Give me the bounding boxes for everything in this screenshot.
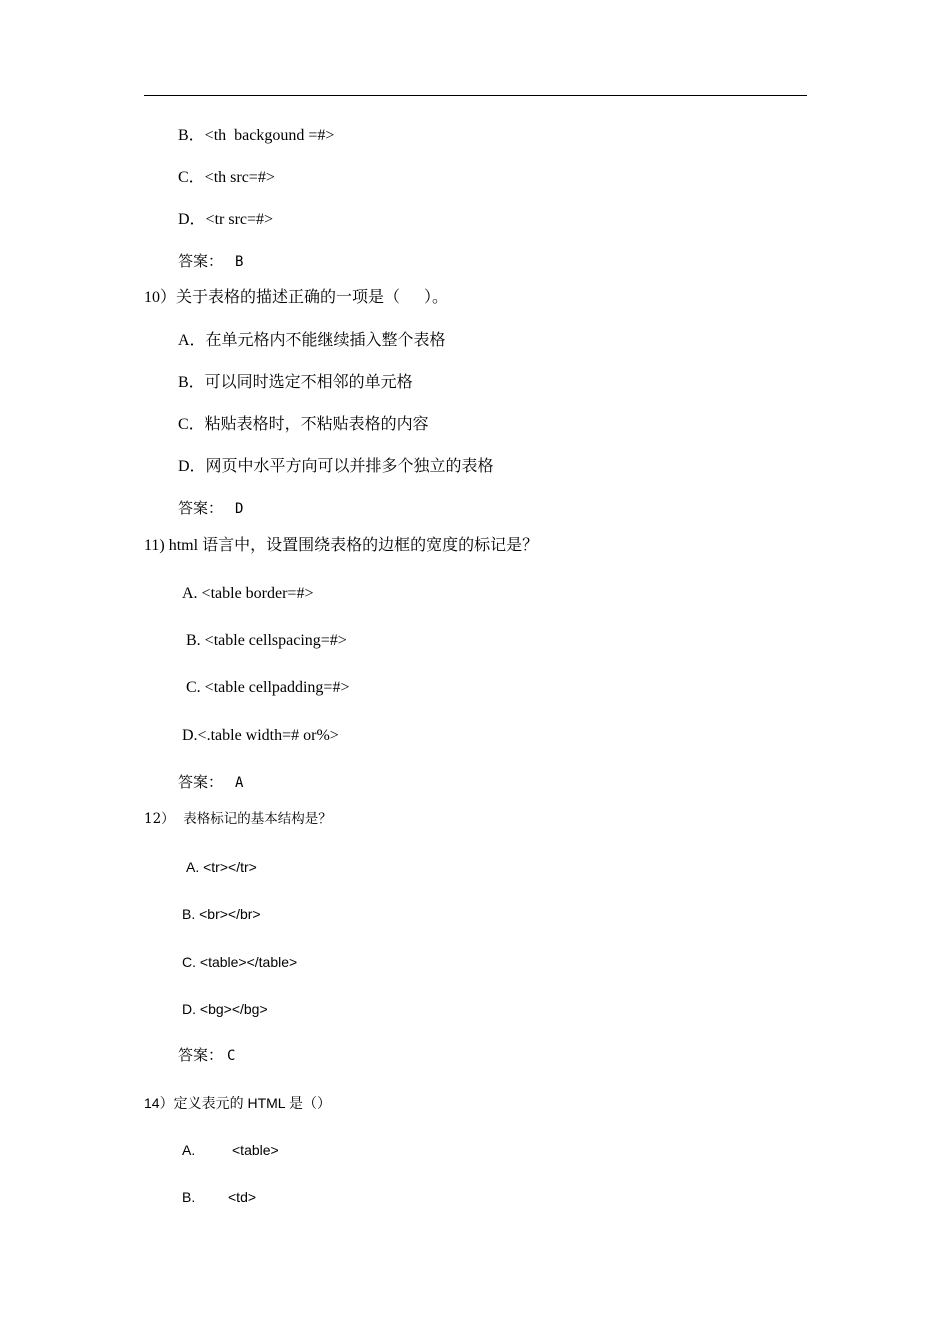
q9-option-c: C．<th src=#>	[178, 169, 275, 186]
answer-value: C	[227, 1048, 236, 1064]
q14-option-a-letter: A.	[182, 1142, 196, 1158]
q14-option-b-code: <td>	[228, 1189, 257, 1205]
q14-option-a-code: <table>	[232, 1142, 279, 1158]
q14-question: 14）定义表元的 HTML 是（）	[144, 1095, 331, 1111]
q12-option-b: B. <br></br>	[182, 906, 261, 922]
q11-option-a: A. <table border=#>	[182, 585, 314, 602]
q11-option-d: D.<.table width=# or%>	[182, 727, 339, 744]
q9-option-d: D．<tr src=#>	[178, 211, 274, 228]
q11-option-c: C. <table cellpadding=#>	[186, 679, 350, 696]
q10-option-b: B．可以同时选定不相邻的单元格	[178, 374, 413, 391]
q9-answer	[178, 254, 243, 269]
answer-value: D	[235, 501, 244, 517]
q14-option-b-letter: B.	[182, 1189, 196, 1205]
q11-option-b: B. <table cellspacing=#>	[186, 632, 347, 649]
q10-question: 10）关于表格的描述正确的一项是（ ）。	[144, 289, 449, 306]
q12-option-d: D. <bg></bg>	[182, 1001, 268, 1017]
header-rule	[144, 95, 807, 96]
q10-option-d: D．网页中水平方向可以并排多个独立的表格	[178, 458, 494, 475]
answer-label: 答案：	[178, 773, 224, 791]
q11-question: 11) html 语言中，设置围绕表格的边框的宽度的标记是？	[144, 537, 539, 554]
answer-label: 答案：	[178, 252, 224, 270]
q10-option-c: C．粘贴表格时，不粘贴表格的内容	[178, 416, 429, 433]
answer-value: A	[235, 775, 244, 791]
q12-question: 12） 表格标记的基本结构是？	[144, 811, 332, 827]
answer-value: B	[235, 254, 244, 270]
answer-label: 答案：	[178, 499, 224, 517]
q12-option-a: A. <tr></tr>	[186, 859, 257, 875]
answer-label: 答案：	[178, 1046, 224, 1064]
q12-option-c: C. <table></table>	[182, 954, 298, 970]
q12-answer	[178, 1048, 235, 1063]
q10-option-a: A．在单元格内不能继续插入整个表格	[178, 332, 446, 349]
q9-option-b: B．<th backgound =#>	[178, 127, 335, 144]
q11-answer	[178, 775, 243, 790]
q10-answer	[178, 501, 243, 516]
